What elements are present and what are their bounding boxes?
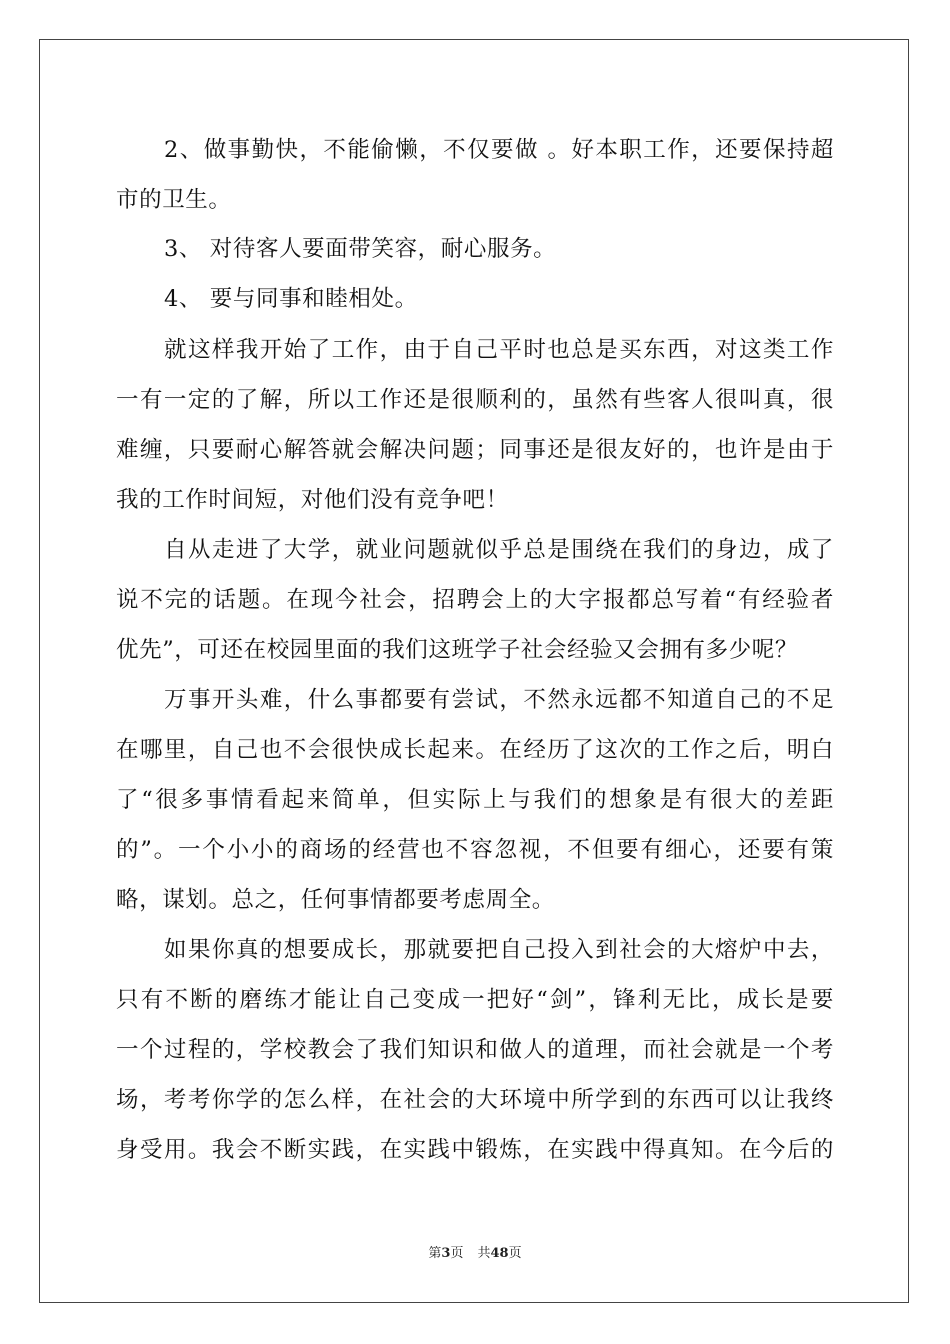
- text-line: 自从走进了大学，就业问题就似乎总是围绕在我们的身边，成了: [164, 537, 834, 563]
- page-number-suffix: 页: [450, 1246, 464, 1261]
- text-line: 4、 要与同事和睦相处。: [164, 286, 418, 312]
- text-line: 2、做事勤快，不能偷懒，不仅要做 。好本职工作，还要保持超: [164, 137, 834, 163]
- text-line: 万事开头难，什么事都要有尝试，不然永远都不知道自己的不足: [164, 687, 834, 713]
- text-line: 场，考考你学的怎么样，在社会的大环境中所学到的东西可以让我终: [116, 1087, 834, 1113]
- text-line: 3、 对待客人要面带笑容，耐心服务。: [164, 236, 557, 262]
- page-footer: [0, 1246, 950, 1262]
- text-line: 优先”，可还在校园里面的我们这班学子社会经验又会拥有多少呢？: [116, 637, 799, 663]
- text-line: 略，谋划。总之，任何事情都要考虑周全。: [116, 887, 555, 913]
- text-line: 只有不断的磨练才能让自己变成一把好“剑”，锋利无比，成长是要: [116, 987, 834, 1013]
- text-line: 身受用。我会不断实践，在实践中锻炼，在实践中得真知。在今后的: [116, 1137, 834, 1163]
- total-pages-suffix: 页: [508, 1246, 522, 1261]
- text-line: 说不完的话题。在现今社会，招聘会上的大字报都总写着“有经验者: [116, 587, 834, 613]
- text-line: 一有一定的了解，所以工作还是很顺利的，虽然有些客人很叫真，很: [116, 387, 834, 413]
- text-line: 在哪里，自己也不会很快成长起来。在经历了这次的工作之后，明白: [116, 737, 834, 763]
- text-line: 难缠，只要耐心解答就会解决问题；同事还是很友好的，也许是由于: [116, 437, 834, 463]
- total-page-count: 48: [490, 1246, 509, 1261]
- text-line: 我的工作时间短，对他们没有竞争吧！: [116, 487, 509, 513]
- text-line: 了“很多事情看起来简单，但实际上与我们的想象是有很大的差距: [116, 787, 834, 813]
- text-line: 就这样我开始了工作，由于自己平时也总是买东西，对这类工作: [164, 337, 834, 363]
- text-line: 的”。一个小小的商场的经营也不容忽视，不但要有细心，还要有策: [116, 837, 834, 863]
- current-page-number: 3: [441, 1246, 451, 1261]
- text-line: 如果你真的想要成长，那就要把自己投入到社会的大熔炉中去，: [164, 937, 834, 963]
- page-number-prefix: 第: [428, 1246, 442, 1261]
- text-line: 一个过程的，学校教会了我们知识和做人的道理，而社会就是一个考: [116, 1037, 834, 1063]
- text-line: 市的卫生。: [116, 187, 232, 213]
- total-pages-prefix: 共: [477, 1246, 491, 1261]
